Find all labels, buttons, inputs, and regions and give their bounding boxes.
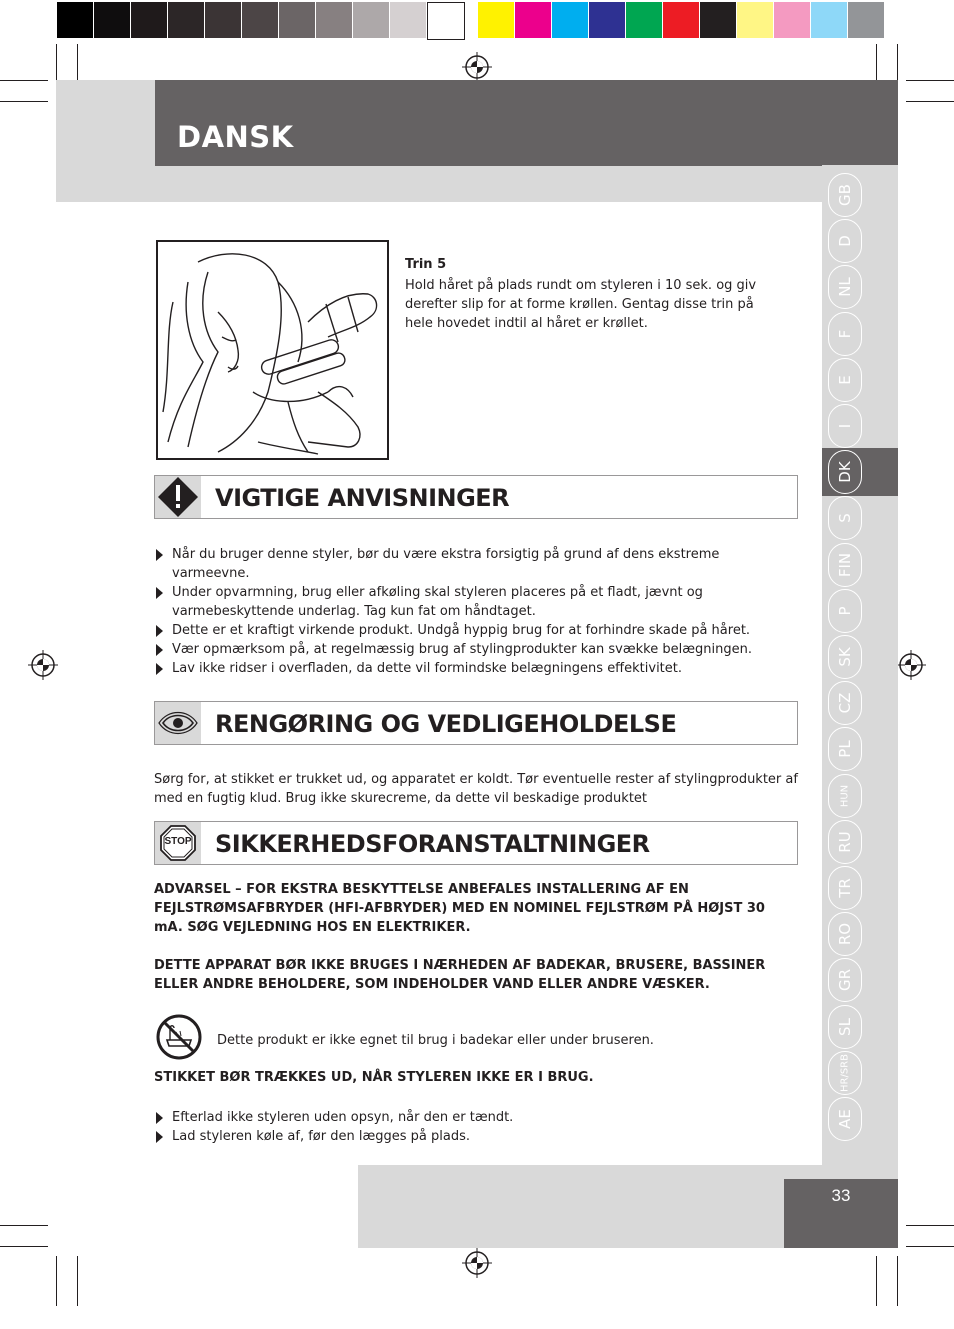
- language-tab-ro[interactable]: [828, 912, 862, 956]
- list-item: Når du bruger denne styler, bør du være ekstra forsigtig på grund af dens ekstreme varmeevne.: [154, 545, 794, 583]
- color-swatch: [242, 2, 278, 38]
- cleaning-title: RENGØRING OG VEDLIGEHOLDELSE: [215, 710, 677, 738]
- color-swatch: [168, 2, 204, 38]
- hair-styling-illustration: [156, 240, 389, 460]
- page-title: DANSK: [177, 120, 294, 154]
- language-tab-sl[interactable]: [828, 1005, 862, 1049]
- color-swatch: [478, 2, 514, 38]
- color-swatch: [589, 2, 625, 38]
- crop-mark: [906, 101, 954, 102]
- language-tab-label: AE: [836, 1109, 854, 1129]
- language-tab-i[interactable]: [828, 404, 862, 448]
- color-swatch: [774, 2, 810, 38]
- safety-warning-unplug: STIKKET BØR TRÆKKES UD, NÅR STYLEREN IKKE ER I BRUG.: [154, 1070, 594, 1085]
- crop-mark: [906, 1246, 954, 1247]
- language-tab-label: F: [836, 329, 854, 338]
- crop-mark: [906, 1225, 954, 1226]
- stop-icon-box: [155, 822, 201, 864]
- language-tab-p[interactable]: [828, 589, 862, 633]
- language-tab-label: GB: [836, 184, 854, 206]
- crop-mark: [0, 101, 48, 102]
- color-swatch: [700, 2, 736, 38]
- color-swatch: [515, 2, 551, 38]
- safety-section-header: [154, 821, 798, 865]
- color-swatch: [353, 2, 389, 38]
- language-tab-label: S: [836, 513, 854, 524]
- crop-mark: [0, 1246, 48, 1247]
- language-tab-s[interactable]: [828, 496, 862, 540]
- language-tab-label: HUN: [839, 784, 851, 807]
- language-tab-label: GR: [836, 969, 854, 992]
- cleaning-text: Sørg for, at stikket er trukket ud, og apparatet er koldt. Tør eventuelle rester af stylingprodukter af med en fugtig klud. Brug ikke skurecreme, da dette vil beskadige produktet: [154, 772, 798, 806]
- color-swatch: [626, 2, 662, 38]
- language-tab-fin[interactable]: [828, 543, 862, 587]
- color-swatch: [131, 2, 167, 38]
- page-number: 33: [831, 1186, 851, 1205]
- safety-warning-rcd: ADVARSEL – FOR EKSTRA BESKYTTELSE ANBEFALES INSTALLERING AF EN FEJLSTRØMSAFBRYDER (HFI-AFBRYDER) MED EN NOMINEL FEJLSTRØM PÅ HØJST 30 mA. SØG VEJLEDNING HOS EN ELEKTRIKER.: [154, 882, 765, 935]
- registration-mark-icon: [896, 650, 926, 680]
- language-tab-ru[interactable]: [828, 820, 862, 864]
- registration-mark-icon: [462, 52, 492, 82]
- safety-warning-water: DETTE APPARAT BØR IKKE BRUGES I NÆRHEDEN AF BADEKAR, BRUSERE, BASSINER ELLER ANDRE BEHOLDERE, SOM INDEHOLDER VAND ELLER ANDRE VÆSKER.: [154, 958, 766, 992]
- important-list: [154, 545, 794, 678]
- crop-mark: [897, 1256, 898, 1306]
- language-tab-f[interactable]: [828, 312, 862, 356]
- eye-icon-box: [155, 702, 201, 744]
- language-tab-label: SK: [836, 647, 854, 667]
- crop-mark: [56, 1256, 57, 1306]
- language-tab-tr[interactable]: [828, 866, 862, 910]
- language-tab-hr-srb[interactable]: [828, 1051, 862, 1095]
- language-tab-nl[interactable]: [828, 265, 862, 309]
- color-swatch: [205, 2, 241, 38]
- language-tab-label: TR: [836, 878, 854, 898]
- list-item: Vær opmærksom på, at regelmæssig brug af stylingprodukter kan svække belægningen.: [154, 640, 794, 659]
- color-swatch: [663, 2, 699, 38]
- language-tab-cz[interactable]: [828, 681, 862, 725]
- list-item: Dette er et kraftigt virkende produkt. Undgå hyppig brug for at forhindre skade på håret.: [154, 621, 794, 640]
- registration-mark-icon: [28, 650, 58, 680]
- language-tab-label: RO: [836, 923, 854, 946]
- stop-label: STOP: [164, 836, 192, 847]
- warning-icon-box: [155, 476, 201, 518]
- crop-mark: [906, 80, 954, 81]
- list-item: Under opvarmning, brug eller afkøling skal styleren placeres på et fladt, jævnt og varmebeskyttende underlag. Tag kun fat om håndtaget.: [154, 583, 794, 621]
- language-tab-d[interactable]: [828, 219, 862, 263]
- color-swatch: [848, 2, 884, 38]
- language-tab-gb[interactable]: [828, 173, 862, 217]
- color-swatch: [279, 2, 315, 38]
- color-swatch: [390, 2, 426, 38]
- list-item: Efterlad ikke styleren uden opsyn, når den er tændt.: [154, 1108, 794, 1127]
- language-tab-label: DK: [836, 461, 854, 483]
- language-tab-label: I: [836, 423, 854, 429]
- color-swatch: [811, 2, 847, 38]
- safety-list: [154, 1108, 794, 1146]
- language-tab-hun[interactable]: [828, 774, 862, 818]
- step-text: Hold håret på plads rundt om styleren i 10 sek. og giv derefter slip for at forme krøllen. Gentag disse trin på hele hovedet indtil al håret er krøllet.: [405, 278, 757, 331]
- language-tab-label: P: [836, 606, 854, 616]
- language-tab-sk[interactable]: [828, 635, 862, 679]
- registration-mark-icon: [462, 1248, 492, 1278]
- eye-icon: [155, 702, 201, 744]
- color-swatch: [427, 2, 465, 40]
- list-item: Lav ikke ridser i overfladen, da dette vil formindske belægningens effektivitet.: [154, 659, 794, 678]
- step-heading: Trin 5: [405, 257, 447, 272]
- color-swatch: [57, 2, 93, 38]
- color-swatch: [552, 2, 588, 38]
- language-tab-dk[interactable]: [828, 450, 862, 494]
- crop-mark: [77, 1256, 78, 1306]
- language-tab-e[interactable]: [828, 358, 862, 402]
- language-tab-label: CZ: [836, 692, 854, 714]
- exclamation-warning-icon: [155, 476, 201, 518]
- language-tab-label: RU: [836, 831, 854, 853]
- important-title: VIGTIGE ANVISNINGER: [215, 484, 510, 512]
- bath-note: Dette produkt er ikke egnet til brug i badekar eller under bruseren.: [217, 1033, 654, 1048]
- language-tab-pl[interactable]: [828, 727, 862, 771]
- color-swatch: [94, 2, 130, 38]
- language-tab-label: FIN: [836, 552, 854, 577]
- cleaning-section-header: [154, 701, 798, 745]
- language-tab-label: PL: [836, 740, 854, 759]
- language-tab-ae[interactable]: [828, 1097, 862, 1141]
- safety-title: SIKKERHEDSFORANSTALTNINGER: [215, 830, 650, 858]
- crop-mark: [0, 80, 48, 81]
- no-bath-icon: [156, 1014, 202, 1060]
- color-swatch: [316, 2, 352, 38]
- crop-mark: [876, 1256, 877, 1306]
- important-section-header: [154, 475, 798, 519]
- list-item: Lad styleren køle af, før den lægges på plads.: [154, 1127, 794, 1146]
- language-tab-label: D: [836, 235, 854, 247]
- color-swatch: [737, 2, 773, 38]
- language-tab-label: HR/SRB: [839, 1053, 851, 1092]
- language-tab-label: SL: [836, 1017, 854, 1036]
- language-tab-gr[interactable]: [828, 958, 862, 1002]
- language-tab-label: NL: [836, 277, 854, 298]
- crop-mark: [0, 1225, 48, 1226]
- language-tab-label: E: [836, 375, 854, 385]
